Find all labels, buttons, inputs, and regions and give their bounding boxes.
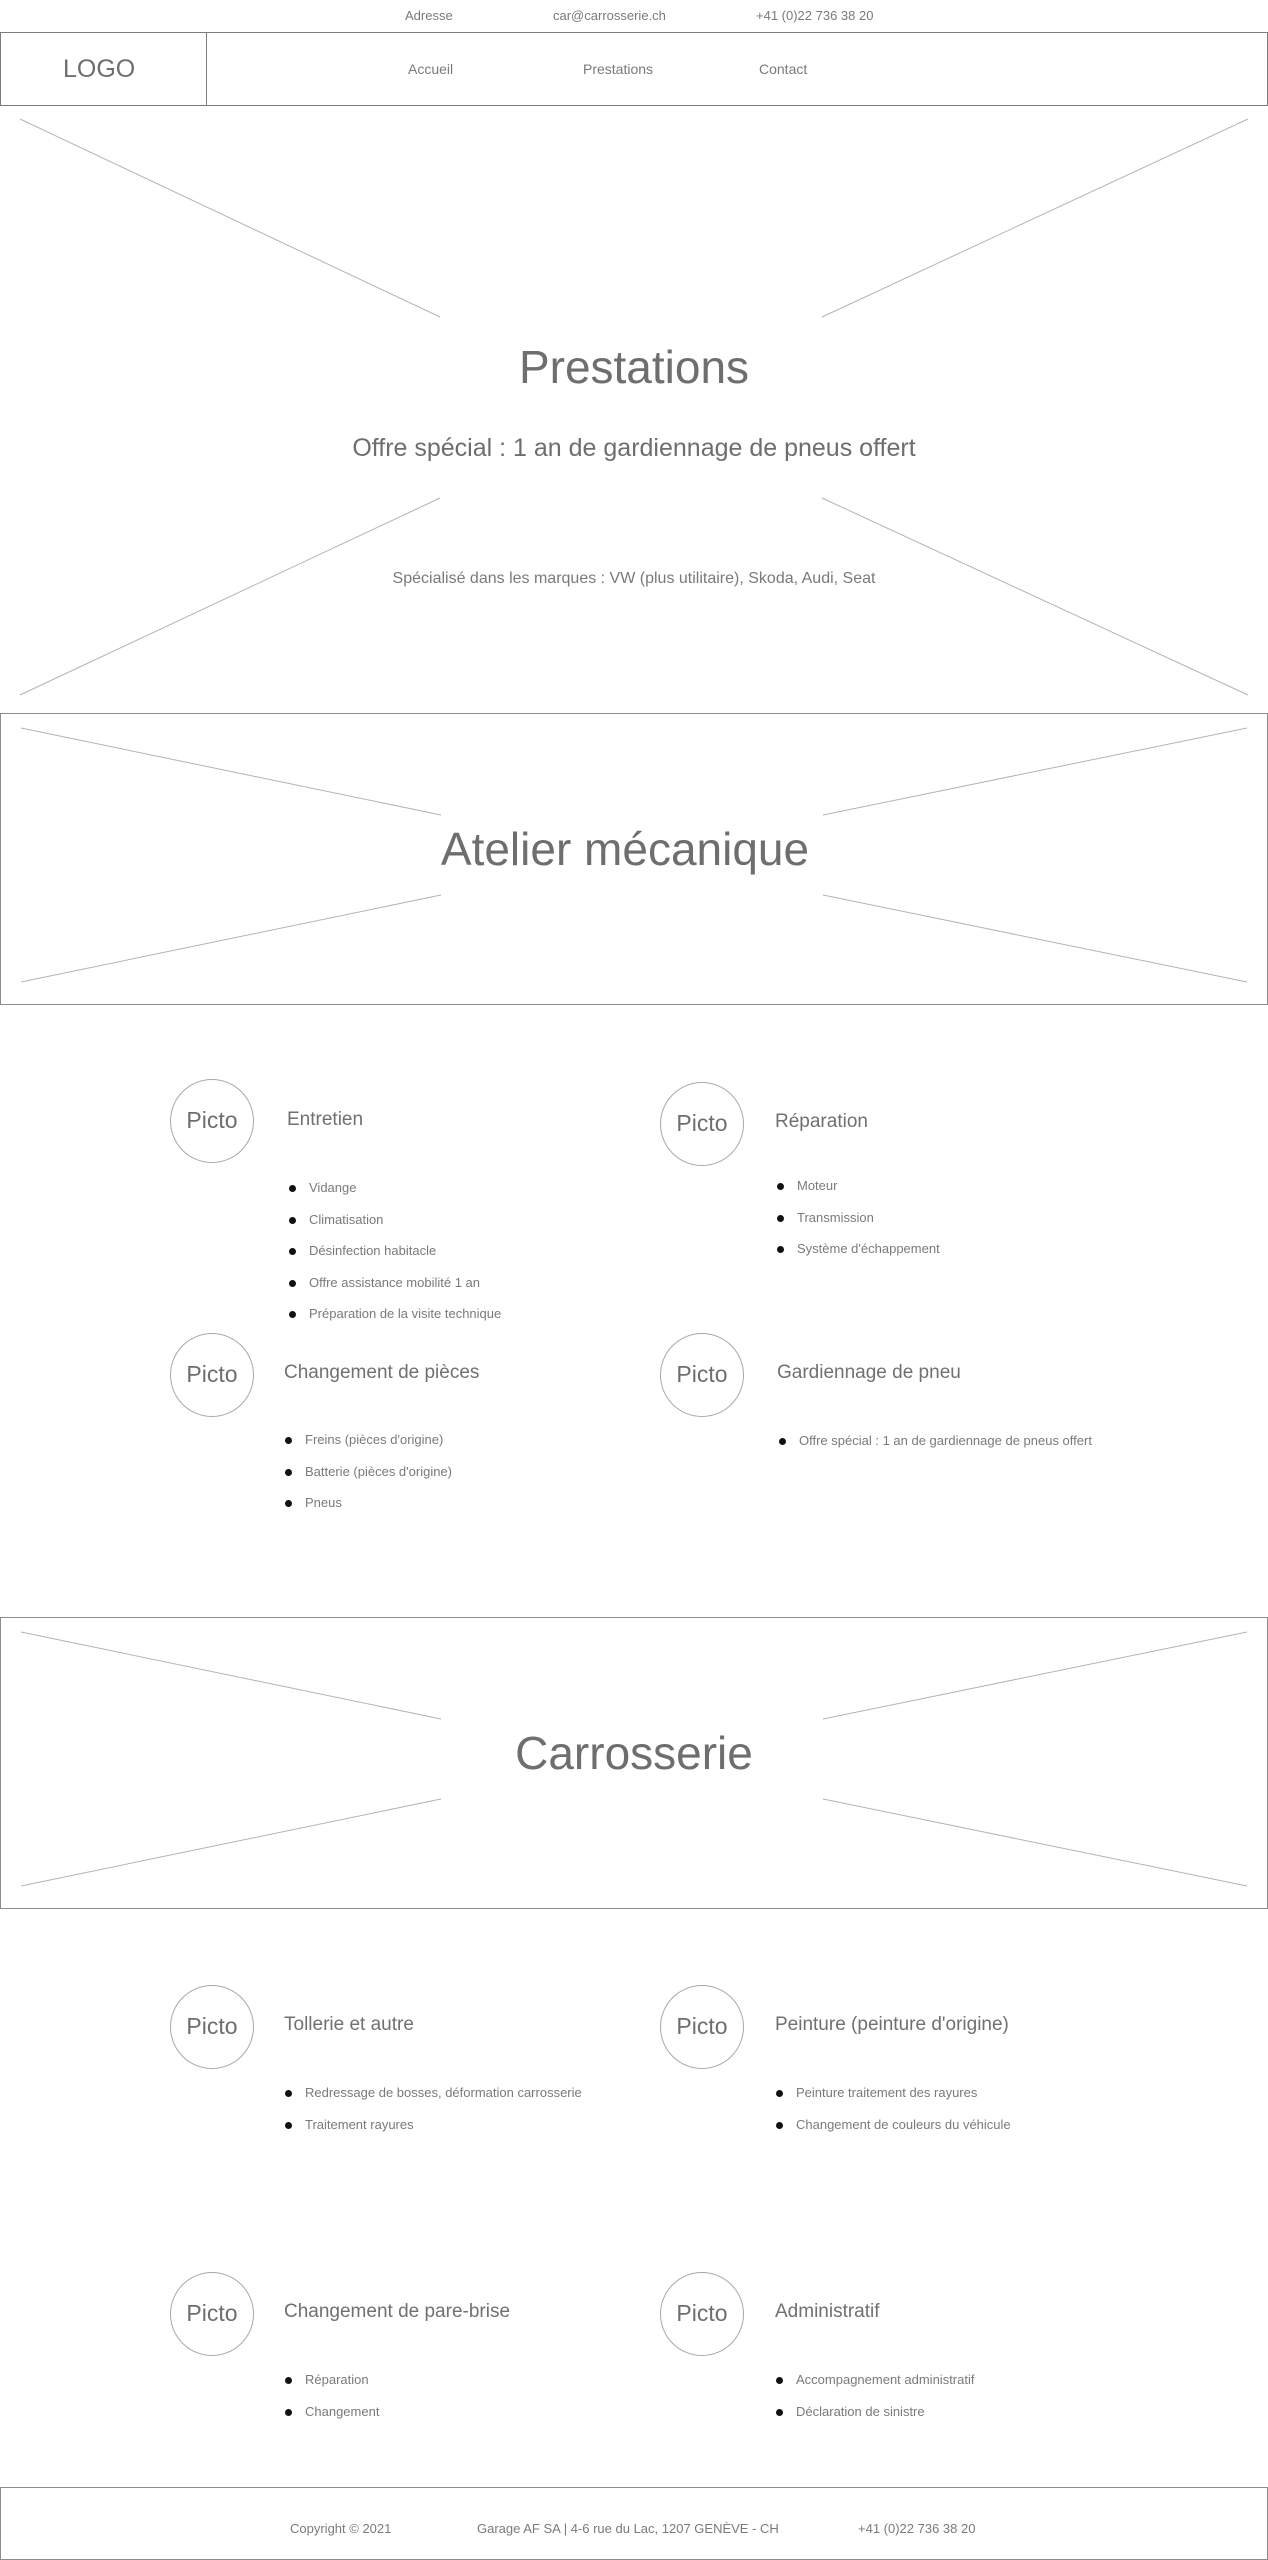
list-item: Préparation de la visite technique — [287, 1306, 501, 1338]
list-item: Transmission — [775, 1210, 940, 1242]
bodywork-banner — [0, 1617, 1268, 1909]
picto-icon: Picto — [660, 1333, 744, 1417]
service-list-entretien — [287, 1180, 501, 1338]
list-item: Pneus — [283, 1495, 452, 1527]
nav-item-contact[interactable]: Contact — [759, 61, 808, 77]
hero-image-placeholder — [0, 105, 1268, 705]
list-item: Changement de couleurs du véhicule — [774, 2117, 1011, 2149]
picto-icon: Picto — [170, 1985, 254, 2069]
logo[interactable] — [1, 33, 207, 105]
site-footer — [0, 2487, 1268, 2560]
page-title: Prestations — [518, 341, 750, 393]
service-title-changement-pieces: Changement de pièces — [284, 1362, 480, 1383]
list-item: Accompagnement administratif — [774, 2372, 974, 2404]
list-item: Déclaration de sinistre — [774, 2404, 974, 2436]
footer-address: Garage AF SA | 4-6 rue du Lac, 1207 GENÈVE - CH — [477, 2521, 779, 2536]
picto-icon: Picto — [170, 1079, 254, 1163]
picto-icon: Picto — [170, 1333, 254, 1417]
list-item: Offre spécial : 1 an de gardiennage de pneus offert — [777, 1433, 1092, 1465]
nav-item-prestations[interactable]: Prestations — [583, 61, 654, 77]
picto-icon: Picto — [660, 1082, 744, 1166]
service-list-gardiennage — [777, 1433, 1092, 1465]
service-title-reparation: Réparation — [775, 1111, 868, 1132]
service-title-tollerie: Tollerie et autre — [284, 2014, 414, 2035]
list-item: Traitement rayures — [283, 2117, 582, 2149]
service-list-pare-brise — [283, 2372, 379, 2435]
list-item: Batterie (pièces d'origine) — [283, 1464, 452, 1496]
list-item: Désinfection habitacle — [287, 1243, 501, 1275]
site-header — [0, 32, 1268, 106]
topbar-email[interactable]: car@carrosserie.ch — [553, 8, 666, 23]
list-item: Redressage de bosses, déformation carrosserie — [283, 2085, 582, 2117]
service-title-pare-brise: Changement de pare-brise — [284, 2301, 511, 2322]
list-item: Réparation — [283, 2372, 379, 2404]
service-title-gardiennage: Gardiennage de pneu — [777, 1362, 961, 1383]
service-title-entretien: Entretien — [287, 1109, 364, 1130]
list-item: Peinture traitement des rayures — [774, 2085, 1011, 2117]
topbar-address: Adresse — [405, 8, 453, 23]
picto-icon: Picto — [660, 1985, 744, 2069]
list-item: Freins (pièces d'origine) — [283, 1432, 452, 1464]
list-item: Moteur — [775, 1178, 940, 1210]
service-title-administratif: Administratif — [775, 2301, 880, 2322]
list-item: Offre assistance mobilité 1 an — [287, 1275, 501, 1307]
list-item: Changement — [283, 2404, 379, 2436]
service-list-tollerie — [283, 2085, 582, 2148]
service-title-peinture: Peinture (peinture d'origine) — [775, 2014, 1009, 2035]
bodywork-title: Carrosserie — [515, 1727, 753, 1779]
hero-brands-note: Spécialisé dans les marques : VW (plus utilitaire), Skoda, Audi, Seat — [392, 570, 876, 587]
topbar-phone[interactable]: +41 (0)22 736 38 20 — [756, 8, 874, 23]
picto-icon: Picto — [660, 2272, 744, 2356]
nav-item-accueil[interactable]: Accueil — [408, 61, 454, 77]
picto-icon: Picto — [170, 2272, 254, 2356]
hero-subtitle: Offre spécial : 1 an de gardiennage de pneus offert — [352, 434, 916, 462]
service-list-reparation — [775, 1178, 940, 1273]
footer-phone[interactable]: +41 (0)22 736 38 20 — [858, 2521, 976, 2536]
service-list-changement-pieces — [283, 1432, 452, 1527]
mechanics-title: Atelier mécanique — [440, 823, 810, 875]
service-list-peinture — [774, 2085, 1011, 2148]
logo-text: LOGO — [63, 55, 136, 83]
list-item: Climatisation — [287, 1212, 501, 1244]
mechanics-banner — [0, 713, 1268, 1005]
list-item: Système d'échappement — [775, 1241, 940, 1273]
list-item: Vidange — [287, 1180, 501, 1212]
service-list-administratif — [774, 2372, 974, 2435]
footer-copyright: Copyright © 2021 — [290, 2521, 392, 2536]
